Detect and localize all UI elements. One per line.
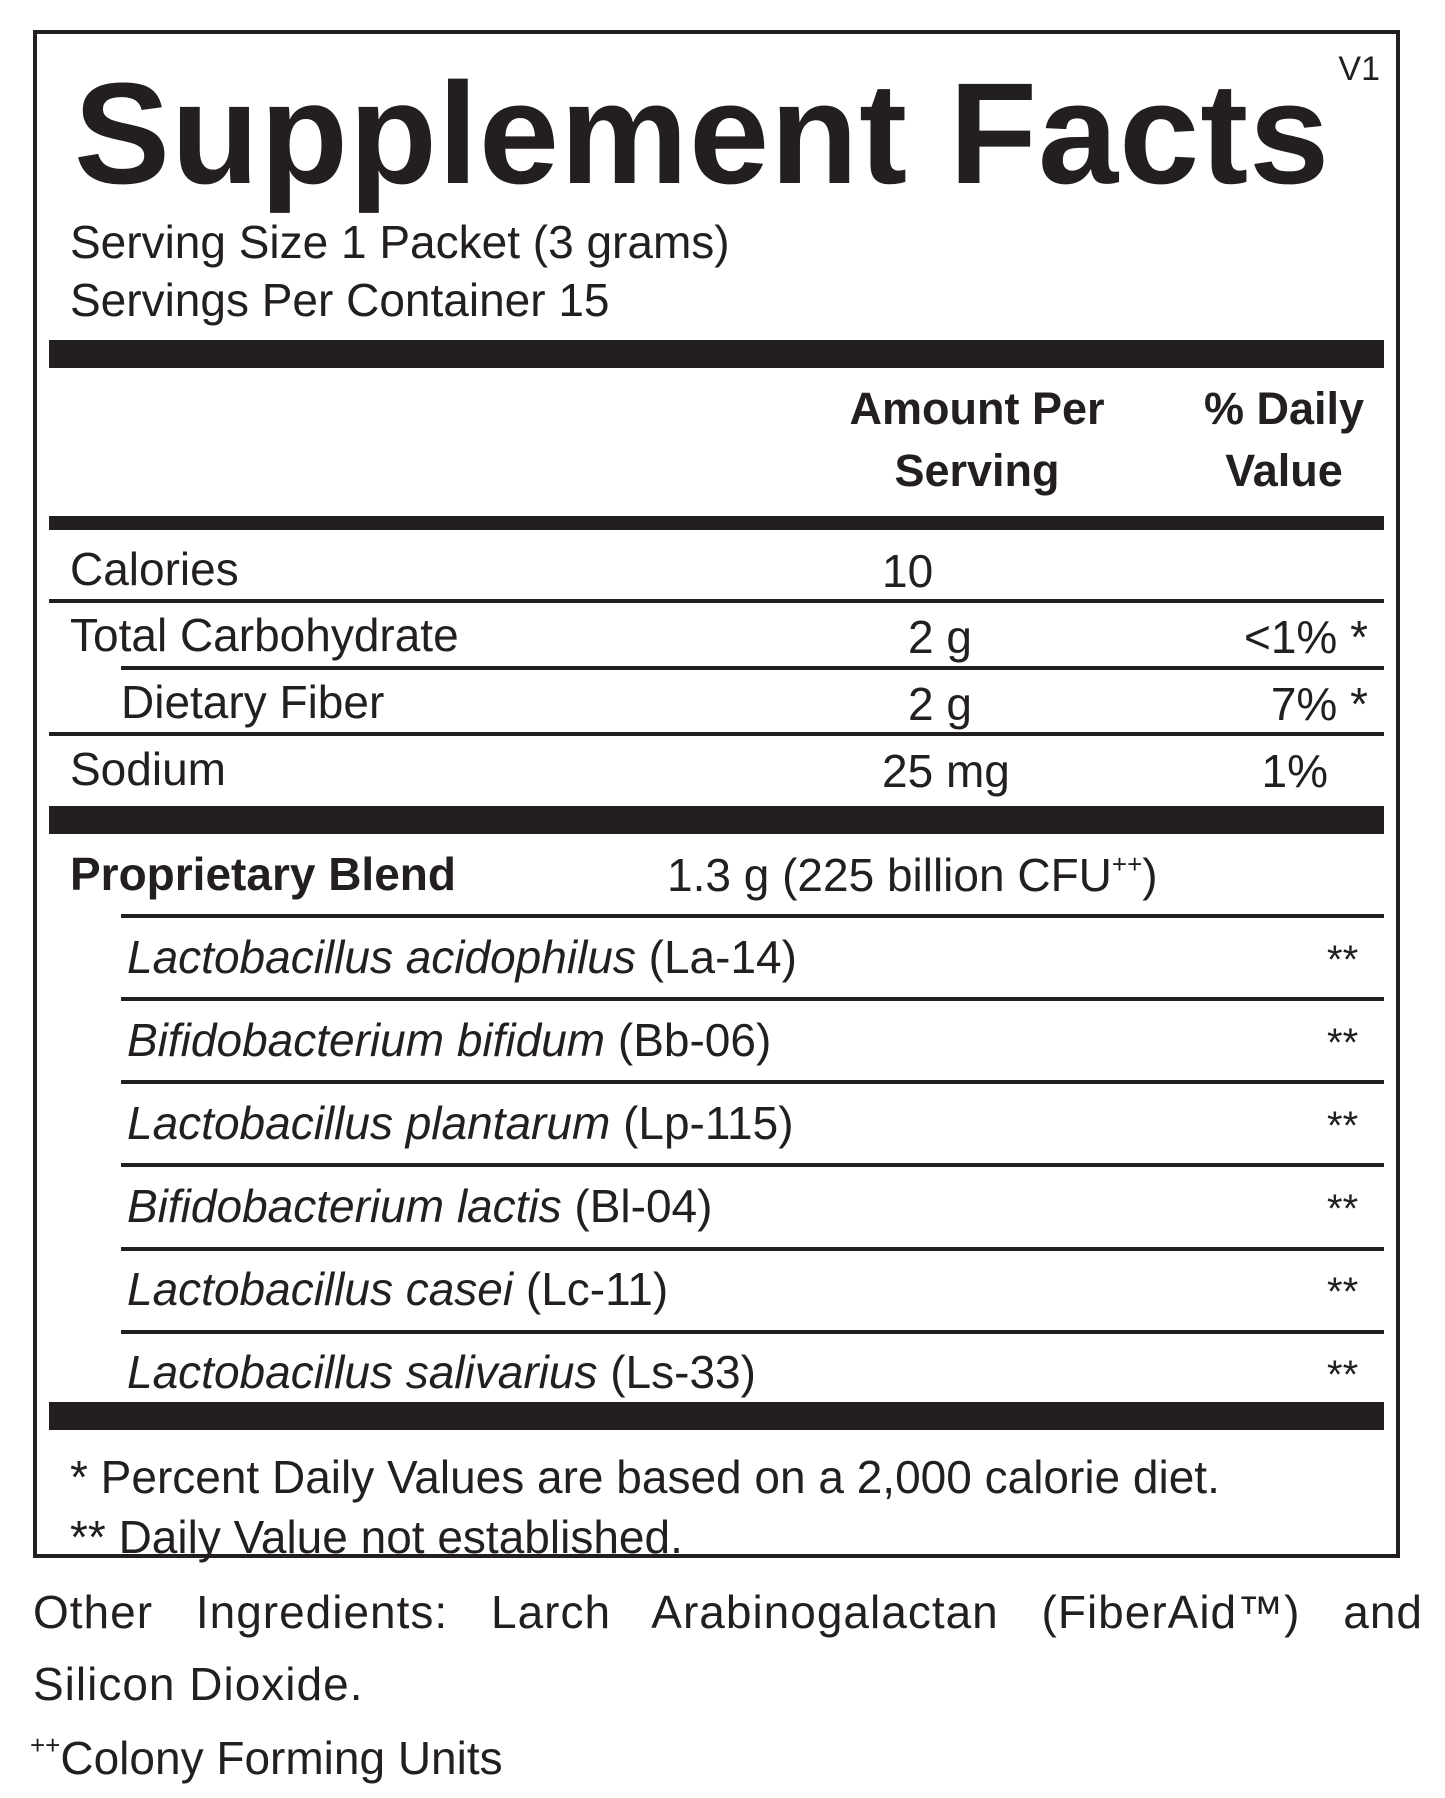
blend-ingredient: Lactobacillus acidophilus (La-14) [127, 931, 797, 983]
thick-divider [49, 806, 1384, 834]
blend-amount: 1.3 g (225 billion CFU++) [667, 849, 1158, 901]
supplement-facts-panel [33, 30, 1400, 1563]
ingredient-dv: ** [1327, 1353, 1359, 1397]
ingredient-dv: ** [1327, 1021, 1359, 1065]
nutrient-name: Total Carbohydrate [70, 609, 459, 661]
row-divider [49, 599, 1384, 603]
blend-ingredient: Bifidobacterium lactis (Bl-04) [127, 1180, 713, 1232]
nutrient-name: Dietary Fiber [121, 676, 385, 728]
nutrient-amount: 2 g [908, 678, 972, 730]
daily-value-header: % Daily Value [1203, 383, 1365, 496]
row-divider [49, 732, 1384, 736]
nutrient-amount: 25 mg [882, 745, 1010, 797]
blend-ingredient: Bifidobacterium bifidum (Bb-06) [127, 1014, 772, 1066]
nutrient-amount: 10 [882, 545, 934, 597]
ingredient-dv: ** [1327, 1104, 1359, 1148]
blend-ingredient: Lactobacillus salivarius (Ls-33) [127, 1346, 756, 1398]
panel-title: Supplement Facts [74, 53, 1331, 214]
servings-per-container: Servings Per Container 15 [70, 274, 610, 326]
cfu-footnote: ++Colony Forming Units [30, 1730, 503, 1784]
medium-divider [49, 516, 1384, 530]
ingredient-dv: ** [1327, 938, 1359, 982]
row-divider [121, 997, 1384, 1001]
ingredient-dv: ** [1327, 1187, 1359, 1231]
ingredient-dv: ** [1327, 1270, 1359, 1314]
nutrient-name: Sodium [70, 743, 226, 795]
nutrient-dv: 1% [1261, 745, 1328, 797]
row-divider [121, 666, 1384, 670]
nutrient-amount: 2 g [908, 611, 972, 663]
thick-divider [49, 1402, 1384, 1430]
amount-per-serving-header: Amount Per Serving [849, 383, 1105, 496]
row-divider [121, 1163, 1384, 1167]
row-divider [121, 1330, 1384, 1334]
nutrient-name: Calories [70, 543, 239, 595]
row-divider [121, 1247, 1384, 1251]
row-divider [121, 914, 1384, 918]
row-divider [121, 1080, 1384, 1084]
blend-label: Proprietary Blend [70, 848, 456, 900]
blend-ingredient: Lactobacillus casei (Lc-11) [127, 1263, 669, 1315]
serving-size: Serving Size 1 Packet (3 grams) [70, 216, 730, 268]
footnote-not-established: ** Daily Value not established. [70, 1511, 683, 1563]
nutrient-dv: <1% * [1243, 611, 1368, 663]
thick-divider [49, 340, 1384, 368]
nutrient-dv: 7% * [1270, 678, 1368, 730]
other-ingredients: Other Ingredients: Larch Arabinogalactan (FiberAid™) and Silicon Dioxide. [33, 1586, 1423, 1710]
version-code: V1 [1338, 50, 1380, 88]
blend-ingredient: Lactobacillus plantarum (Lp-115) [127, 1097, 794, 1149]
footnote-percent-dv: * Percent Daily Values are based on a 2,000 calorie diet. [70, 1451, 1220, 1503]
